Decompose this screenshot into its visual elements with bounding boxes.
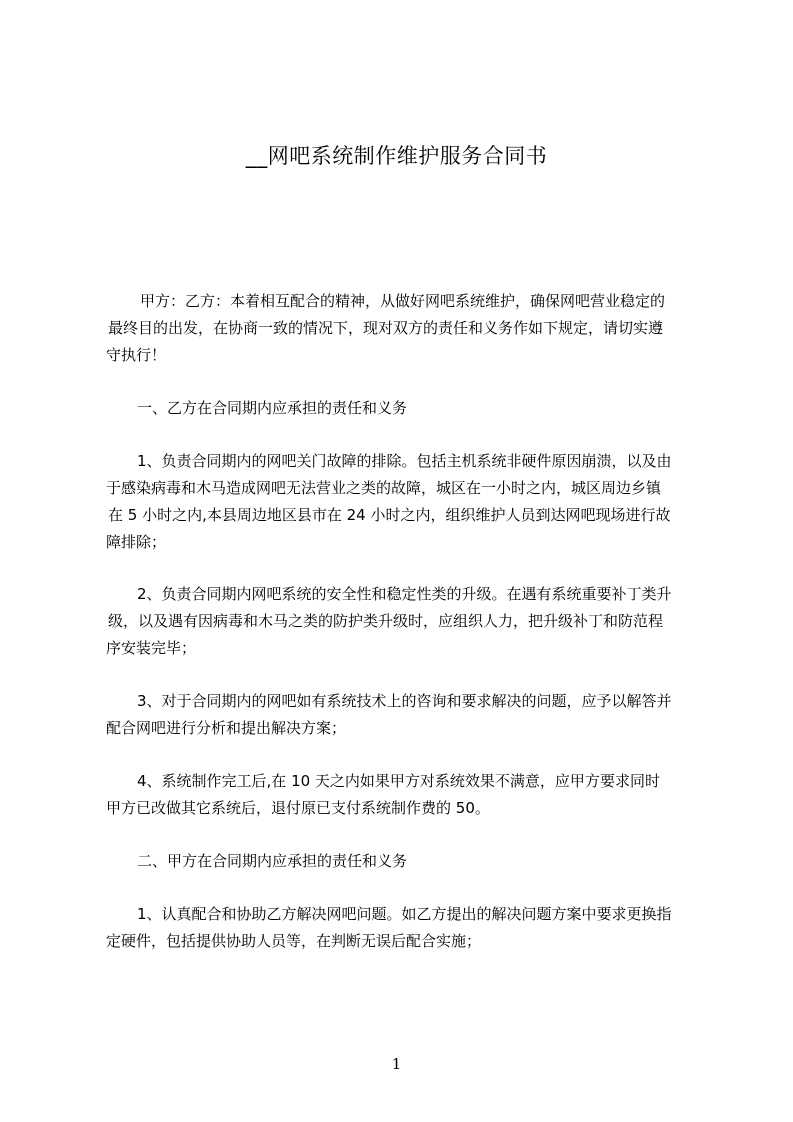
document-title: __网吧系统制作维护服务合同书 [245, 144, 548, 168]
item-2-line-3: 序安装完毕； [106, 639, 197, 657]
intro-line-3: 守执行！ [106, 346, 167, 364]
item-2-line-2: 级，以及遇有因病毒和木马之类的防护类升级时，应组织人力，把升级补丁和防范程 [108, 612, 664, 630]
section-heading-2: 二、甲方在合同期内应承担的责任和义务 [137, 852, 408, 870]
item-1-line-3: 在 5 小时之内,本县周边地区县市在 24 小时之内，组织维护人员到达网吧现场进行故 [108, 506, 671, 524]
intro-line-1: 甲方：乙方：本着相互配合的精神，从做好网吧系统维护，确保网吧营业稳定的 [140, 292, 666, 310]
item-2-line-1: 2、负责合同期内网吧系统的安全性和稳定性类的升级。在遇有系统重要补丁类升 [137, 585, 672, 603]
item-1-line-4: 障排除； [106, 533, 167, 551]
item-4-line-1: 4、系统制作完工后,在 10 天之内如果甲方对系统效果不满意，应甲方要求同时 [137, 772, 660, 790]
item-5-line-2: 定硬件，包括提供协助人员等，在判断无误后配合实施； [106, 932, 482, 950]
item-1-line-1: 1、负责合同期内的网吧关门故障的排除。包括主机系统非硬件原因崩溃，以及由 [137, 452, 672, 470]
item-4-line-2: 甲方已改做其它系统后，退付原已支付系统制作费的 50。 [106, 799, 490, 817]
item-5-line-1: 1、认真配合和协助乙方解决网吧问题。如乙方提出的解决问题方案中要求更换指 [137, 905, 672, 923]
item-3-line-2: 配合网吧进行分析和提出解决方案； [106, 719, 347, 737]
section-heading-1: 一、乙方在合同期内应承担的责任和义务 [137, 399, 408, 417]
item-1-line-2: 于感染病毒和木马造成网吧无法营业之类的故障，城区在一小时之内，城区周边乡镇 [106, 479, 662, 497]
item-3-line-1: 3、对于合同期内的网吧如有系统技术上的咨询和要求解决的问题，应予以解答并 [137, 692, 672, 710]
intro-line-2: 最终目的出发，在协商一致的情况下，现对双方的责任和义务作如下规定，请切实遵 [108, 319, 664, 337]
page-number: 1 [391, 1055, 402, 1073]
